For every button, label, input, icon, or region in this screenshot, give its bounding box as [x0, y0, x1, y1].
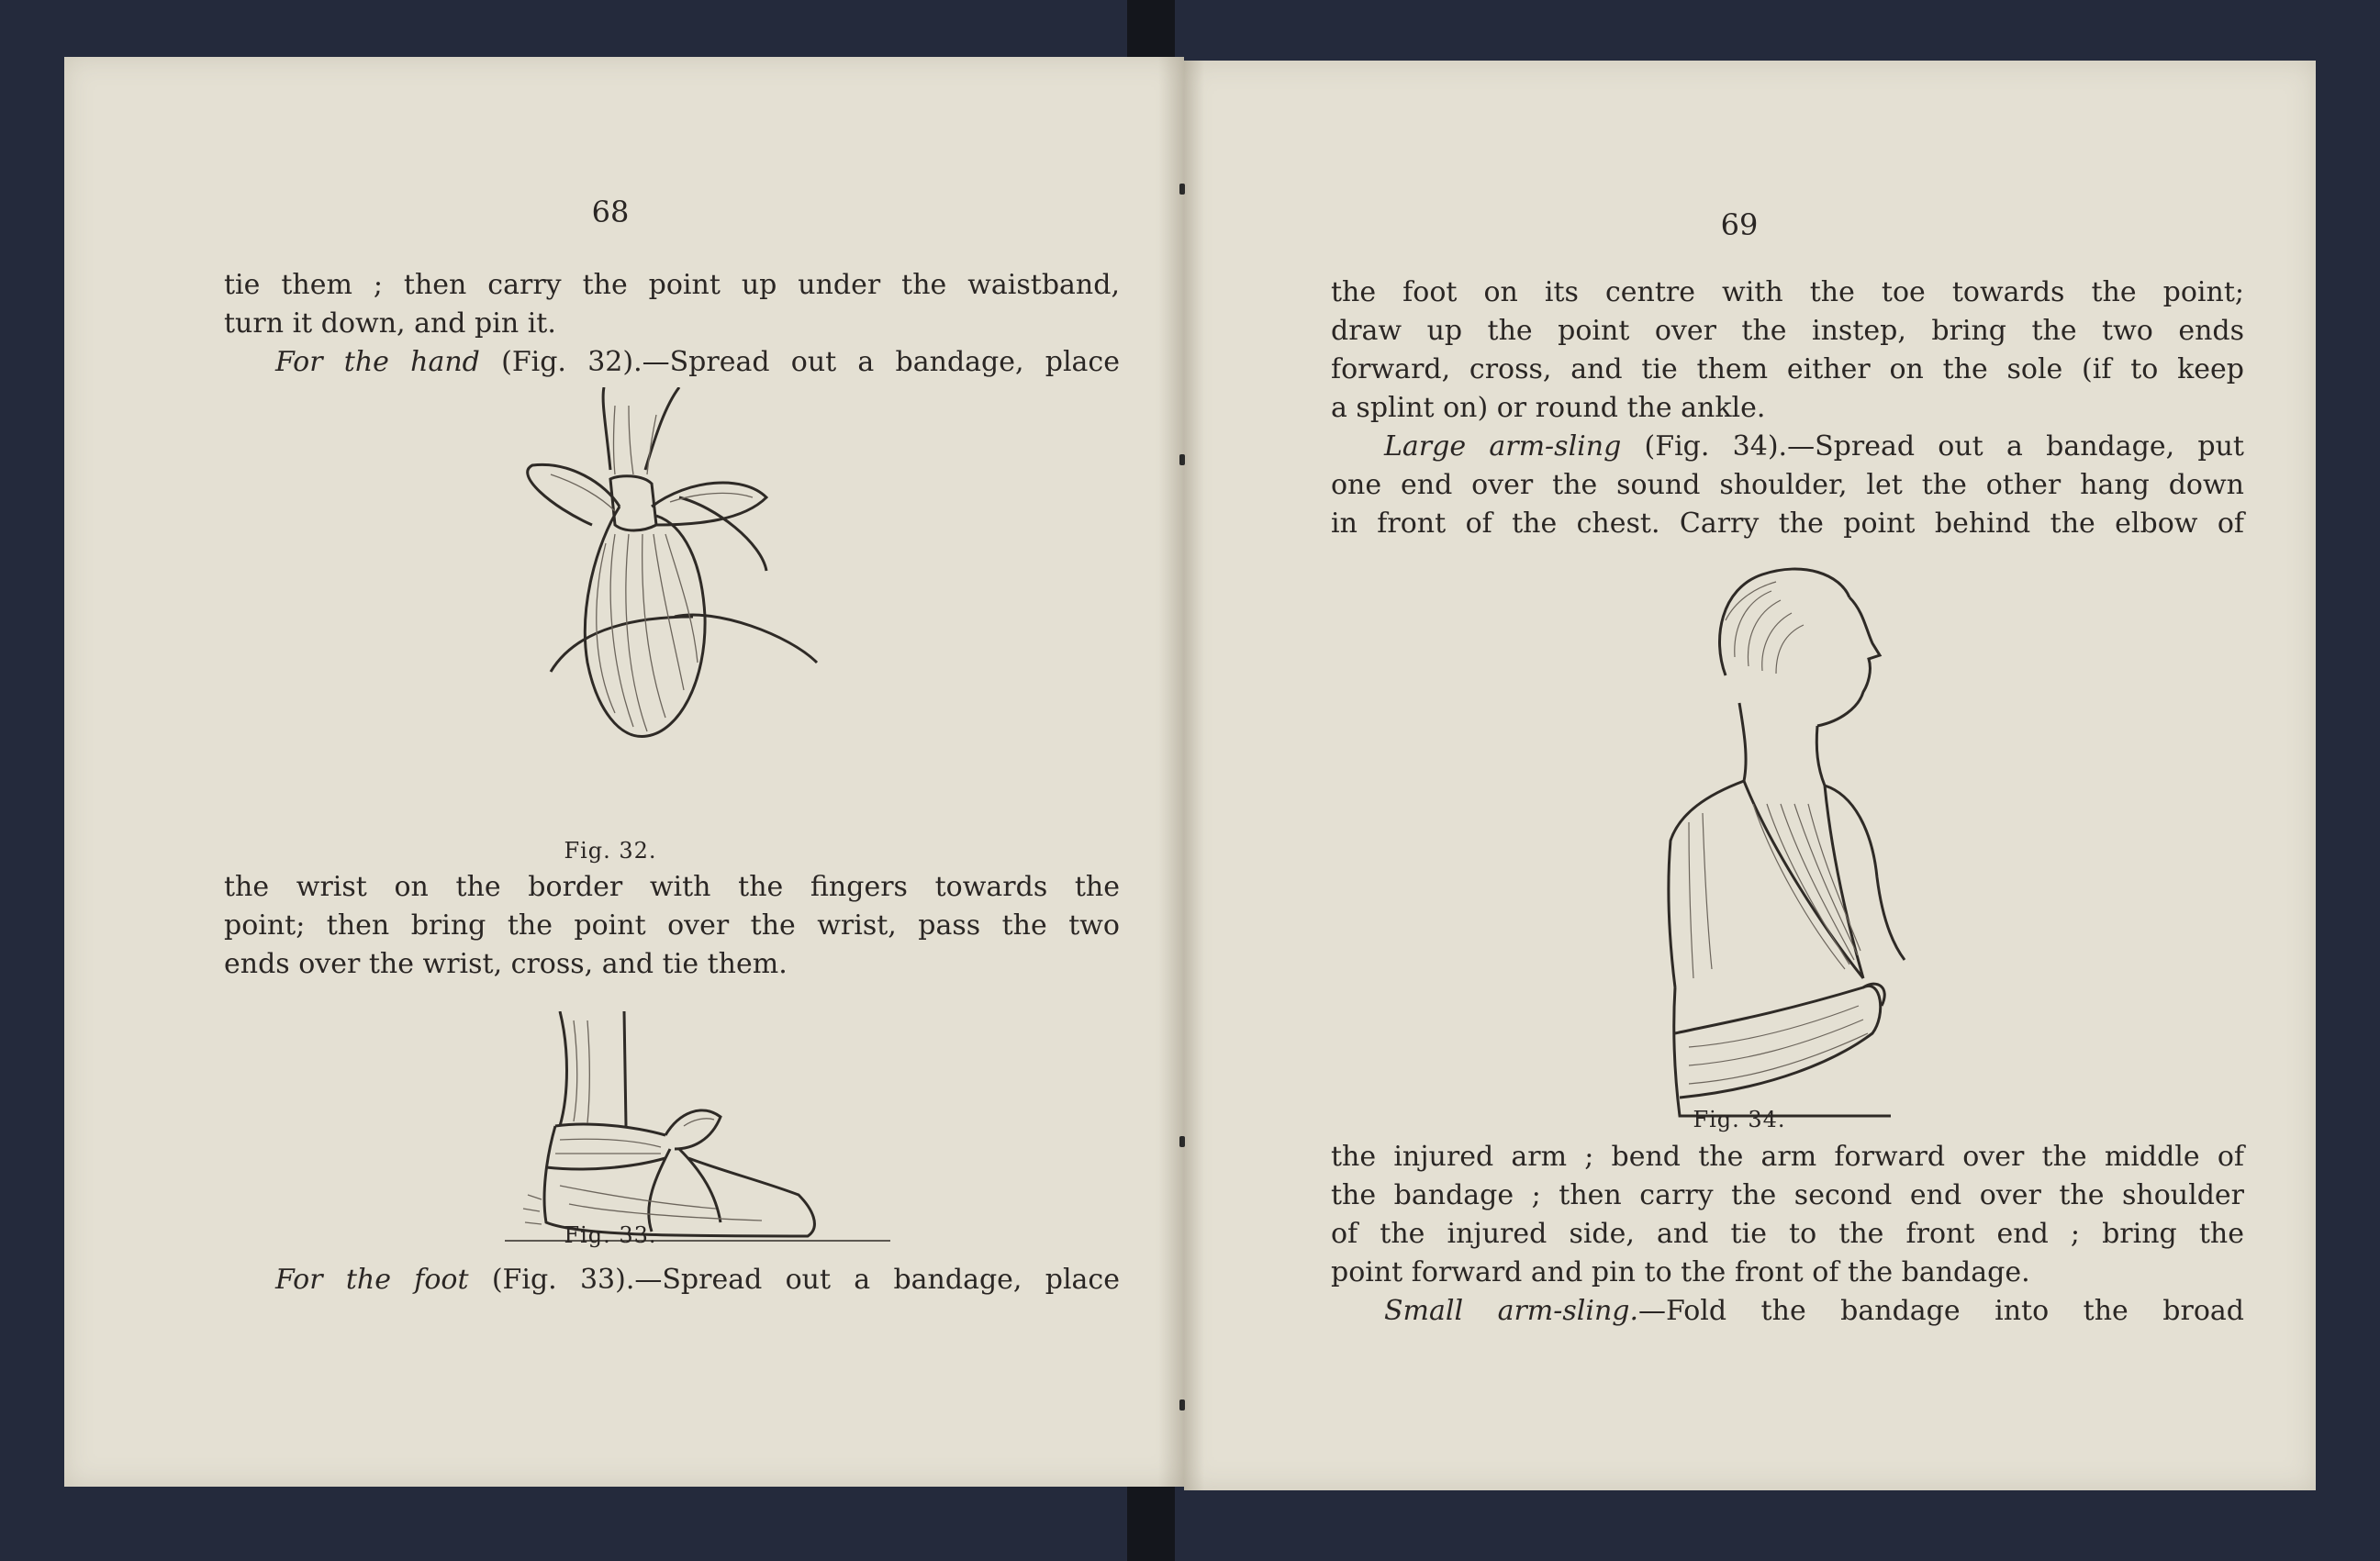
text-line	[1384, 428, 2244, 466]
binding-stitch	[1179, 1136, 1185, 1147]
binding-stitch	[1179, 184, 1185, 195]
page-number: 68	[591, 195, 630, 229]
text-line: one end over the sound shoulder, let the other hang down	[1331, 469, 2244, 501]
text-line: tie them ; then carry the point up under the waistband,	[224, 269, 1120, 301]
text-line: draw up the point over the instep, bring the two ends	[1331, 315, 2244, 347]
text-run: —Fold the bandage into the broad	[1638, 1295, 2244, 1327]
page-number: 69	[1720, 207, 1759, 242]
right-gutter-shadow	[1184, 61, 1204, 1490]
italic-heading: For the foot	[275, 1264, 469, 1296]
left-page	[64, 57, 1184, 1487]
text-run: (Fig. 33).—Spread out a bandage, place	[468, 1264, 1120, 1296]
text-line	[275, 343, 1120, 382]
binding-stitch	[1179, 454, 1185, 465]
fig-32-hand-bandage-illustration	[459, 387, 899, 828]
text-run: (Fig. 34).—Spread out a bandage, put	[1621, 430, 2244, 463]
text-line: point; then bring the point over the wrist, pass the two	[224, 909, 1120, 942]
left-gutter-shadow	[1158, 57, 1184, 1487]
text-line: the wrist on the border with the fingers towards the	[224, 871, 1120, 903]
text-line: turn it down, and pin it.	[224, 307, 556, 340]
binding-stitch	[1179, 1399, 1185, 1410]
text-line	[1384, 1292, 2244, 1331]
italic-heading: Large arm-sling	[1384, 430, 1622, 463]
text-line: point forward and pin to the front of the bandage.	[1331, 1256, 2030, 1288]
italic-heading: For the hand	[275, 346, 480, 378]
text-line: a splint on) or round the ankle.	[1331, 392, 1766, 424]
text-run: (Fig. 32).—Spread out a bandage, place	[479, 346, 1120, 378]
text-line: the injured arm ; bend the arm forward over the middle of	[1331, 1141, 2244, 1173]
text-line: the foot on its centre with the toe towards the point;	[1331, 276, 2244, 308]
figure-caption: Fig. 33.	[564, 1222, 657, 1248]
text-line: in front of the chest. Carry the point behind the elbow of	[1331, 507, 2244, 540]
text-line	[275, 1261, 1120, 1299]
right-page	[1184, 61, 2316, 1490]
text-line: the bandage ; then carry the second end over the shoulder	[1331, 1179, 2244, 1211]
text-line: forward, cross, and tie them either on the sole (if to keep	[1331, 353, 2244, 385]
fig-34-arm-sling-illustration	[1588, 547, 1992, 1125]
figure-caption: Fig. 32.	[564, 838, 657, 864]
text-line: ends over the wrist, cross, and tie them.	[224, 948, 788, 980]
italic-heading: Small arm-sling.	[1384, 1295, 1639, 1327]
figure-caption: Fig. 34.	[1693, 1107, 1786, 1132]
text-line: of the injured side, and tie to the front end ; bring the	[1331, 1218, 2244, 1250]
